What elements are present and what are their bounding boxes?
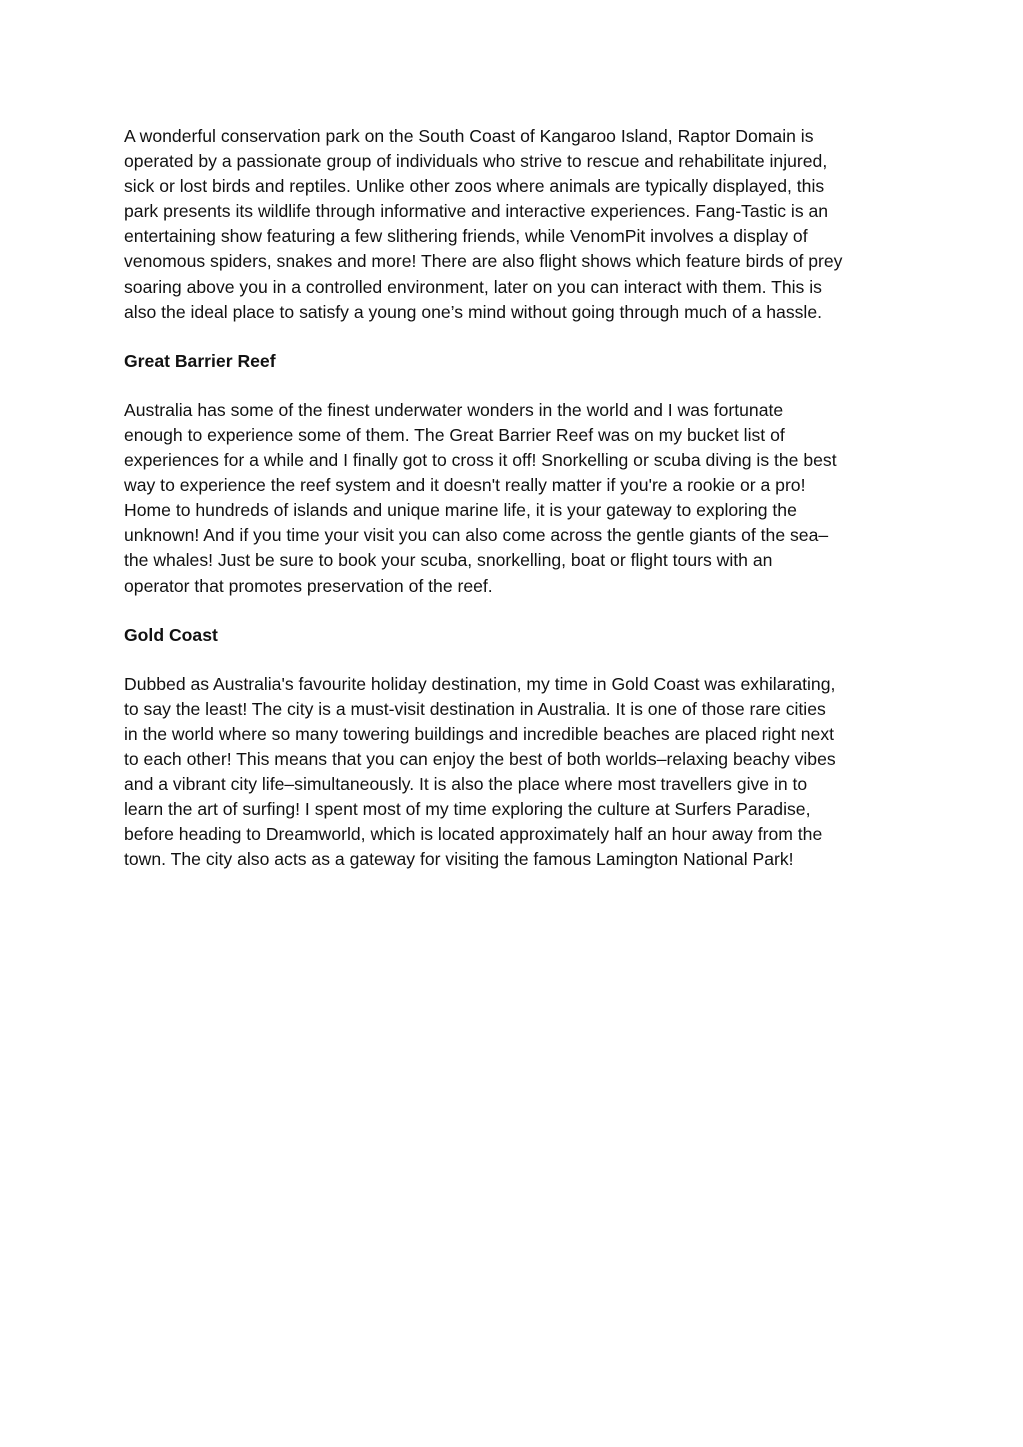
document-page — [124, 124, 904, 896]
paragraph-line: in the world where so many towering buildings and incredible beaches are placed right next — [124, 723, 835, 744]
paragraph-line: the whales! Just be sure to book your scuba, snorkelling, boat or flight tours with an — [124, 550, 773, 571]
paragraph-line: before heading to Dreamworld, which is located approximately half an hour away from the — [124, 824, 823, 845]
section-heading-gold-coast: Gold Coast — [124, 624, 218, 645]
paragraph-line: soaring above you in a controlled environment, later on you can interact with them. This is — [124, 276, 822, 297]
paragraph-line: park presents its wildlife through informative and interactive experiences. Fang-Tastic is an — [124, 201, 829, 222]
paragraph-line: town. The city also acts as a gateway for visiting the famous Lamington National Park! — [124, 849, 794, 870]
paragraph-line: operated by a passionate group of individuals who strive to rescue and rehabilitate injured, — [124, 151, 828, 172]
paragraph-line: entertaining show featuring a few slithering friends, while VenomPit involves a display of — [124, 226, 808, 247]
paragraph-line: to each other! This means that you can enjoy the best of both worlds–relaxing beachy vibes — [124, 748, 836, 769]
paragraph-line: learn the art of surfing! I spent most of my time exploring the culture at Surfers Paradise, — [124, 799, 811, 820]
paragraph-line: operator that promotes preservation of the reef. — [124, 575, 493, 596]
gold-coast-paragraph — [124, 672, 904, 873]
paragraph-line: venomous spiders, snakes and more! There are also flight shows which feature birds of prey — [124, 251, 843, 272]
paragraph-line: enough to experience some of them. The Great Barrier Reef was on my bucket list of — [124, 424, 785, 445]
paragraph-line: Australia has some of the finest underwater wonders in the world and I was fortunate — [124, 399, 784, 420]
paragraph-line: and a vibrant city life–simultaneously. It is also the place where most travellers give in to — [124, 774, 808, 795]
paragraph-line: unknown! And if you time your visit you can also come across the gentle giants of the sea– — [124, 525, 829, 546]
paragraph-line: experiences for a while and I finally got to cross it off! Snorkelling or scuba diving is the best — [124, 450, 837, 471]
section-heading-great-barrier-reef: Great Barrier Reef — [124, 350, 276, 371]
paragraph-line: Home to hundreds of islands and unique marine life, it is your gateway to exploring the — [124, 500, 797, 521]
paragraph-line: A wonderful conservation park on the South Coast of Kangaroo Island, Raptor Domain is — [124, 126, 814, 146]
paragraph-line: way to experience the reef system and it doesn't really matter if you're a rookie or a pro! — [124, 475, 806, 496]
paragraph-line: to say the least! The city is a must-visit destination in Australia. It is one of those rare cities — [124, 698, 826, 719]
paragraph-line: Dubbed as Australia's favourite holiday destination, my time in Gold Coast was exhilarating, — [124, 673, 836, 694]
raptor-domain-paragraph — [124, 124, 904, 325]
paragraph-line: sick or lost birds and reptiles. Unlike other zoos where animals are typically displayed, this — [124, 176, 825, 197]
great-barrier-reef-paragraph — [124, 398, 904, 599]
paragraph-line: also the ideal place to satisfy a young one’s mind without going through much of a hassle. — [124, 301, 822, 322]
